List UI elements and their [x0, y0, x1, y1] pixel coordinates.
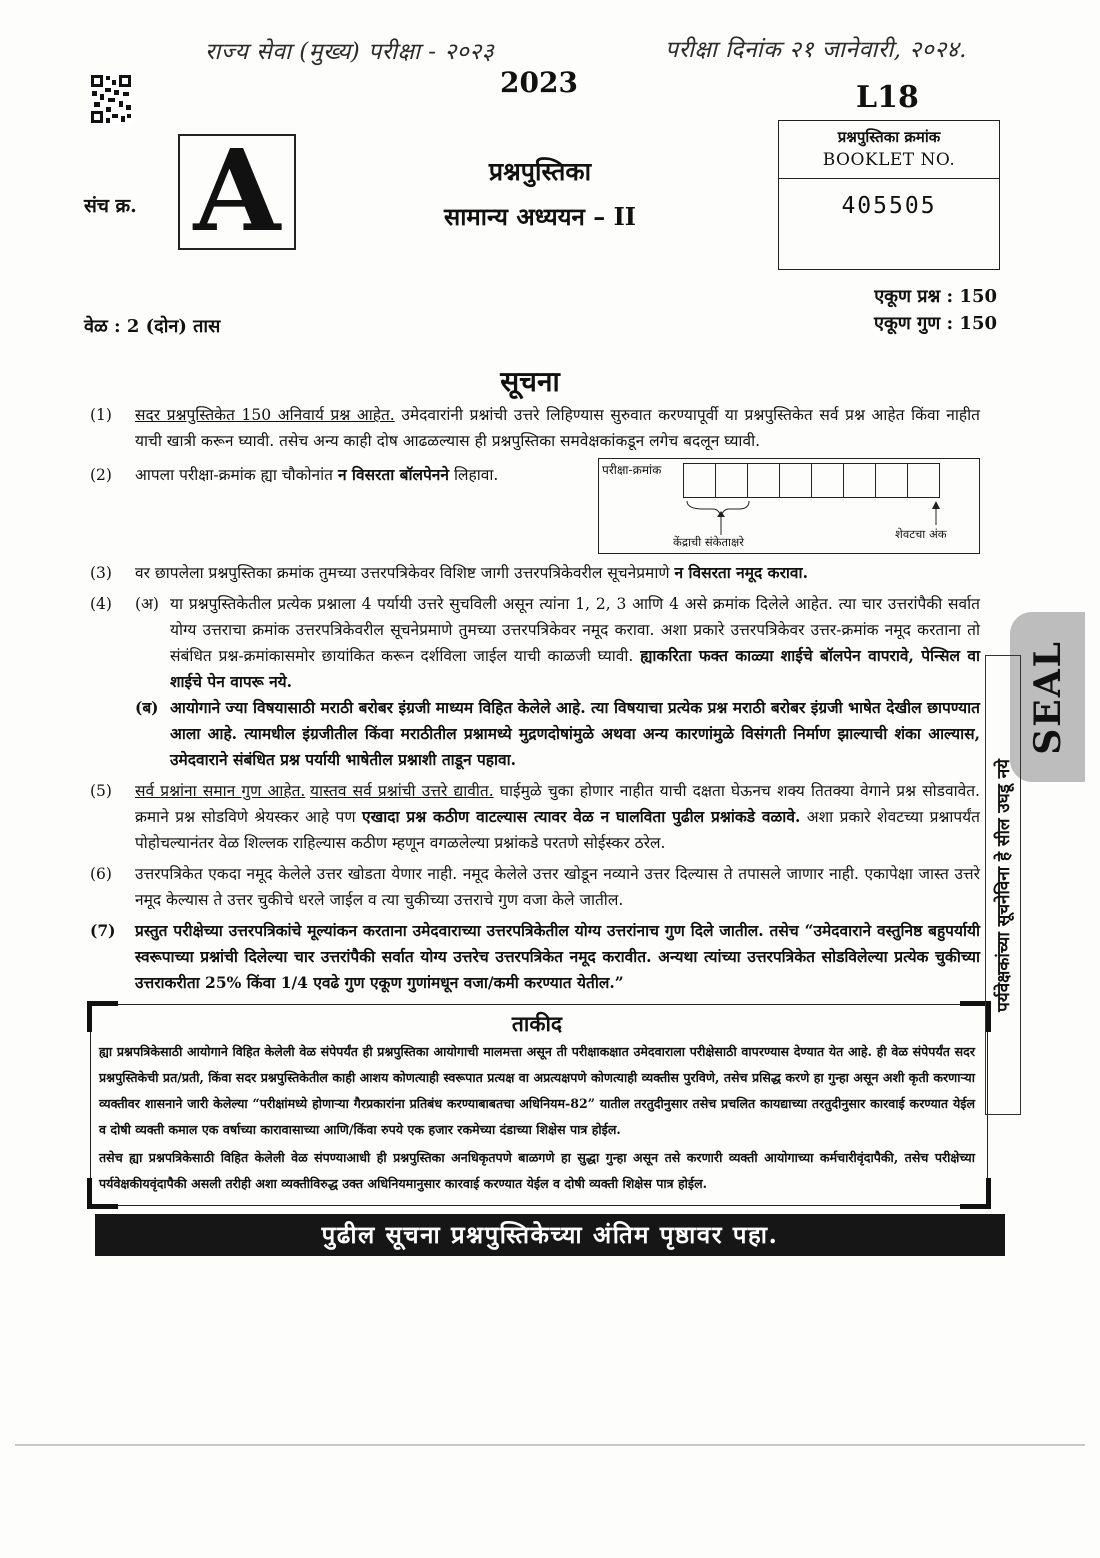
instructions-heading: सूचना: [500, 365, 560, 398]
instructions-list: [90, 402, 980, 1256]
sub-item-label: (अ): [135, 595, 159, 613]
center-code-label: केंद्राची संकेताक्षरे: [673, 535, 744, 549]
instruction-item-2: [90, 462, 980, 488]
instruction-text: अशा प्रकारे शेवटच्या प्रश्नापर्यंत पोहोचल्यानंतर वेळ शिल्लक राहिल्यास कठीण म्हणून वगळलेल्या प्रश्नांकडे परतणे सोईस्कर ठरेल.: [135, 808, 981, 852]
total-marks: एकूण गुण : 150: [874, 313, 997, 334]
instruction-item-1: [90, 402, 980, 454]
instruction-item-3: [90, 560, 980, 586]
instruction-text-underlined: सर्व प्रश्नांना समान गुण आहेत.: [135, 782, 306, 800]
roll-number-label: परीक्षा-क्रमांक: [602, 463, 662, 477]
warning-paragraph-1: ह्या प्रश्नपत्रिकेसाठी आयोगाने विहित केलेली वेळ संपेपर्यंत ही प्रश्नपुस्तिका आयोगाची मालमत्ता असून ती परीक्षाकक्षात उमेदवाराला परीक्षेसाठी वापरण्यास देण्यात येत आहे. ही वेळ संपेपर्यंत सदर प्रश्नपुस्तिकेची प्रत/प्रती, किंवा सदर प्रश्नपुस्तिकेतील काही आशय कोणत्याही स्वरूपात प्रत्यक्ष वा अप्रत्यक्षपणे कोणत्याही व्यक्तीस पुरविणे, तसेच प्रसिद्ध करणे हा गुन्हा असून अशी कृती करणाऱ्या व्यक्तीवर शासनाने जारी केलेल्या “परीक्षांमध्ये होणाऱ्या गैरप्रकारांना प्रतिबंध करण्याबाबतचा अधिनियम-82” यातील तरतुदीनुसार तसेच प्रचलित कायद्याच्या तरतुदीनुसार कारवाई करण्यात येईल व दोषी व्यक्ती कमाल एक वर्षाच्या कारावासाच्या आणि/किंवा रुपये एक हजार रकमेच्या दंडाच्या शिक्षेस पात्र होईल.: [99, 1044, 975, 1137]
instruction-text-underlined: सदर प्रश्नपुस्तिकेत 150 अनिवार्य प्रश्न आहेत.: [135, 406, 395, 424]
last-digit-label: शेवटचा अंक: [895, 527, 947, 541]
booklet-number-box: [778, 120, 1000, 270]
instruction-text: लिहावा.: [449, 466, 499, 484]
instruction-text: उमेदवारांनी प्रश्नांची उत्तरे लिहिण्यास सुरुवात करण्यापूर्वी या प्रश्नपुस्तिकेत सर्व प्रश्न आहेत किंवा नाहीत याची खात्री करून घ्यावी. तसेच अन्य काही दोष आढळल्यास ही प्रश्नपुस्तिका समवेक्षकांकडून लगेच बदलून घ्यावी.: [135, 406, 981, 450]
divider: [779, 178, 999, 179]
instruction-text: घाईमुळे चुका होणार नाहीत याची दक्षता घेऊनच शक्य तितक्या वेगाने प्रश्न सोडवावेत. क्रमाने प्रश्न सोडविणे श्रेयस्कर आहे पण: [135, 782, 980, 826]
instruction-item-6: [90, 861, 980, 913]
item-number: (6): [90, 865, 112, 883]
instruction-text-bold: ह्याकरिता फक्त काळ्या शाईचे बॉलपेन वापरावे, पेन्सिल वा शाईचे पेन वापरू नये.: [170, 646, 981, 691]
item-number: (3): [90, 564, 112, 582]
item-number: (4): [90, 595, 112, 613]
handwritten-exam-date: परीक्षा दिनांक २१ जानेवारी, २०२४.: [665, 37, 967, 63]
paper-code: L18: [856, 80, 919, 115]
total-questions: एकूण प्रश्न : 150: [874, 286, 997, 307]
sub-item-b: [135, 695, 980, 773]
exam-duration: वेळ : 2 (दोन) तास: [84, 316, 221, 337]
instruction-text-underlined: यास्तव सर्व प्रश्नांची उत्तरे द्यावीत.: [309, 782, 494, 800]
instruction-text: वर छापलेला प्रश्नपुस्तिका क्रमांक तुमच्या उत्तरपत्रिकेवर विशिष्ट जागी उत्तरपत्रिकेवरील सूचनेप्रमाणे: [135, 564, 675, 582]
booklet-number-label-marathi: प्रश्नपुस्तिका क्रमांक: [837, 128, 941, 146]
instruction-text-bold: न विसरता नमूद करावा.: [674, 563, 808, 582]
seal-tab[interactable]: [1010, 612, 1085, 782]
instruction-text-bold: न विसरता बॉलपेनने: [337, 465, 450, 484]
instruction-item-5: [90, 778, 980, 856]
instruction-text-bold: एखादा प्रश्न कठीण वाटल्यास त्यावर वेळ न घालविता पुढील प्रश्नांकडे वळावे.: [362, 807, 801, 826]
handwritten-exam-name: राज्य सेवा (मुख्य) परीक्षा - २०२३: [205, 39, 495, 65]
corner-mark: [960, 1178, 991, 1209]
booklet-number: 405505: [841, 193, 937, 219]
seal-side-note-text: पर्यवेक्षकांच्या सूचनेविना हे सील उघडू नये: [993, 758, 1014, 1012]
instruction-text-bold: प्रस्तुत परीक्षेच्या उत्तरपत्रिकांचे मूल्यांकन करताना उमेदवाराच्या उत्तरपत्रिकेतील योग्य उत्तरांनाच गुण दिले जातील. तसेच “उमेदवाराने वस्तुनिष्ठ बहुपर्यायी स्वरूपाच्या प्रश्नांची दिलेल्या चार उत्तरांपैकी सर्वात योग्य उत्तरेच उत्तरपत्रिकेत नमूद करावीत. अन्यथा त्यांच्या उत्तरपत्रिकेत सोडविलेल्या प्रत्येक चुकीच्या उत्तराकरीता 25% किंवा 1/4 एवढे गुण एकूण गुणांमधून वजा/कमी करण्यात येतील.”: [135, 921, 980, 992]
sub-item-label: (ब): [135, 698, 159, 717]
corner-mark: [87, 1178, 118, 1209]
item-number: (1): [90, 406, 112, 424]
booklet-title: प्रश्नपुस्तिका: [488, 157, 592, 186]
item-number: (5): [90, 782, 112, 800]
warning-title: ताकीद: [511, 1011, 563, 1036]
sub-item-a: [135, 591, 980, 695]
instruction-text-bold: आयोगाने ज्या विषयासाठी मराठी बरोबर इंग्रजी माध्यम विहित केलेले आहे. त्या विषयाचा प्रत्येक प्रश्न मराठी बरोबर इंग्रजी भाषेत देखील छापण्यात आला आहे. त्यामधील इंग्रजीतील किंवा मराठीतील प्रश्नामध्ये मुद्रणदोषांमुळे अथवा अन्य कारणांमुळे विसंगती निर्माण झाल्याची शंका आल्यास, उमेदवाराने संबंधित प्रश्न पर्यायी भाषेतील प्रश्नाशी ताडून पहावा.: [170, 698, 980, 769]
instruction-text: आपला परीक्षा-क्रमांक ह्या चौकोनांत: [135, 466, 338, 484]
footer-banner: पुढील सूचना प्रश्नपुस्तिकेच्या अंतिम पृष्ठावर पहा.: [95, 1214, 1005, 1256]
seal-side-note: [985, 655, 1021, 1115]
instruction-text: या प्रश्नपुस्तिकेतील प्रत्येक प्रश्नाला 4 पर्यायी उत्तरे सुचविली असून त्यांना 1, 2, 3 आणि 4 असे क्रमांक दिलेले आहेत. त्या चार उत्तरांपैकी सर्वात योग्य उत्तराचा क्रमांक उत्तरपत्रिकेवरील सूचनेप्रमाणे तुमच्या उत्तरपत्रिकेवर नमूद करावा. अशा प्रकारे उत्तरपत्रिकेवर उत्तर-क्रमांक नमूद करताना तो संबंधित प्रश्न-क्रमांकासमोर छायांकित करून दर्शविला जाईल याची काळजी घ्यावी.: [170, 595, 980, 665]
warning-paragraph-2: तसेच ह्या प्रश्नपत्रिकेसाठी विहित केलेली वेळ संपण्याआधी ही प्रश्नपुस्तिका अनधिकृतपणे बाळगणे हा सुद्धा गुन्हा असून तसे करणारी व्यक्ती आयोगाच्या कर्मचारीवृंदापैकी, तसेच परीक्षेच्या पर्यवेक्षकीयवृंदापैकी असली तरीही अशा व्यक्तीविरुद्ध उक्त अधिनियमानुसार कारवाई करण्यात येईल व दोषी व्यक्ती शिक्षेस पात्र होईल.: [99, 1150, 975, 1191]
instruction-item-7: [90, 918, 980, 996]
set-label: संच क्र.: [84, 195, 137, 217]
set-letter: A: [193, 126, 281, 257]
booklet-number-label-english: BOOKLET NO.: [822, 150, 956, 170]
warning-box: [90, 1004, 988, 1206]
instruction-text: उत्तरपत्रिकेत एकदा नमूद केलेले उत्तर खोडता येणार नाही. नमूद केलेले उत्तर खोडून नव्याने उत्तर दिल्यास ते तपासले जाणार नाही. एकापेक्षा जास्त उत्तरे नमूद केल्यास ते उत्तर चुकीचे धरले जाईल व त्या चुकीच्या उत्तराचे गुण वजा केले जातील.: [135, 865, 980, 909]
item-number: (2): [90, 466, 112, 484]
seal-label: SEAL: [1026, 639, 1069, 755]
instruction-item-4: [90, 591, 980, 773]
item-number: (7): [90, 921, 116, 940]
page-bottom-rule: [15, 1444, 1085, 1446]
corner-mark: [87, 1001, 118, 1032]
qr-code-icon: [90, 74, 132, 124]
exam-year: 2023: [500, 66, 578, 99]
set-letter-box: [178, 126, 296, 257]
subject-title: सामान्य अध्ययन – II: [443, 202, 637, 231]
